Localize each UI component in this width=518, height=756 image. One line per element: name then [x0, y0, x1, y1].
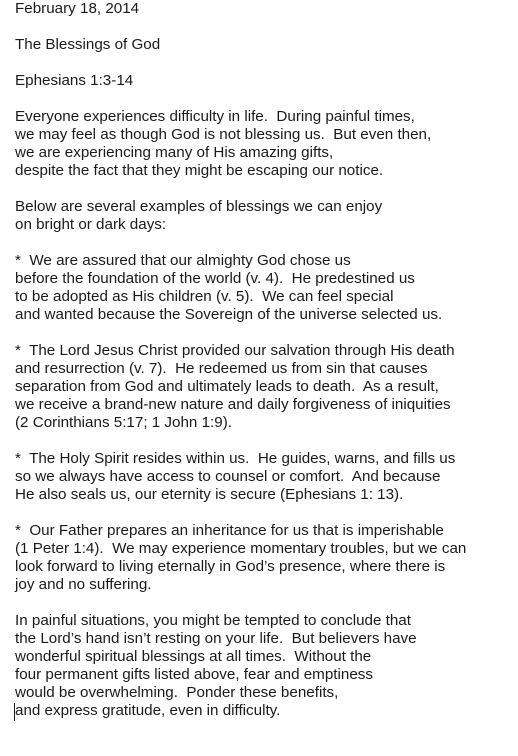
text-line: joy and no suffering. [15, 576, 152, 593]
blank-line [15, 432, 515, 450]
text-line: wonderful spiritual blessings at all times. Without the [15, 648, 372, 665]
blank-line [15, 504, 515, 522]
blank-line [15, 594, 515, 612]
blank-line [15, 90, 515, 108]
text-line: * We are assured that our almighty God chose us [15, 252, 351, 269]
blank-line [15, 234, 515, 252]
blessing-point-2 [15, 342, 515, 432]
text-line: He also seals us, our eternity is secure (Ephesians 1: 13). [15, 486, 404, 503]
text-cursor [14, 703, 15, 721]
document-title: The Blessings of God [15, 36, 161, 53]
text-line: before the foundation of the world (v. 4). He predestined us [15, 270, 415, 287]
text-line: and wanted because the Sovereign of the universe selected us. [15, 306, 443, 323]
lead-paragraph [15, 198, 515, 234]
text-line: we may feel as though God is not blessing us. But even then, [15, 126, 432, 143]
text-line: (2 Corinthians 5:17; 1 John 1:9). [15, 414, 232, 431]
intro-paragraph [15, 108, 515, 180]
text-line: on bright or dark days: [15, 216, 167, 233]
text-line: we receive a brand-new nature and daily forgiveness of iniquities [15, 396, 451, 413]
text-line: * Our Father prepares an inheritance for us that is imperishable [15, 522, 444, 539]
document-body[interactable] [15, 0, 515, 720]
text-line: Everyone experiences difficulty in life. During painful times, [15, 108, 415, 125]
blank-line [15, 18, 515, 36]
blank-line [15, 324, 515, 342]
blessing-point-4 [15, 522, 515, 594]
blank-line [15, 180, 515, 198]
text-line: despite the fact that they might be escaping our notice. [15, 162, 384, 179]
text-line: would be overwhelming. Ponder these benefits, [15, 684, 339, 701]
text-line: to be adopted as His children (v. 5). We can feel special [15, 288, 394, 305]
text-line: * The Lord Jesus Christ provided our salvation through His death [15, 342, 455, 359]
text-line: four permanent gifts listed above, fear and emptiness [15, 666, 373, 683]
text-line: we are experiencing many of His amazing gifts, [15, 144, 334, 161]
text-line: and resurrection (v. 7). He redeemed us from sin that causes [15, 360, 428, 377]
blessing-point-1 [15, 252, 515, 324]
text-line: In painful situations, you might be tempted to conclude that [15, 612, 411, 629]
text-line: separation from God and ultimately leads to death. As a result, [15, 378, 439, 395]
blessing-point-3 [15, 450, 515, 504]
text-line: (1 Peter 1:4). We may experience momentary troubles, but we can [15, 540, 467, 557]
text-line: * The Holy Spirit resides within us. He guides, warns, and fills us [15, 450, 456, 467]
blank-line [15, 54, 515, 72]
text-line: Below are several examples of blessings we can enjoy [15, 198, 383, 215]
document-date: February 18, 2014 [15, 0, 140, 17]
text-line: look forward to living eternally in God’s presence, where there is [15, 558, 446, 575]
closing-paragraph [15, 612, 515, 720]
text-line: and express gratitude, even in difficulty. [15, 702, 281, 719]
text-line: the Lord’s hand isn’t resting on your life. But believers have [15, 630, 417, 647]
text-line: so we always have access to counsel or comfort. And because [15, 468, 441, 485]
scripture-reference: Ephesians 1:3-14 [15, 72, 134, 89]
